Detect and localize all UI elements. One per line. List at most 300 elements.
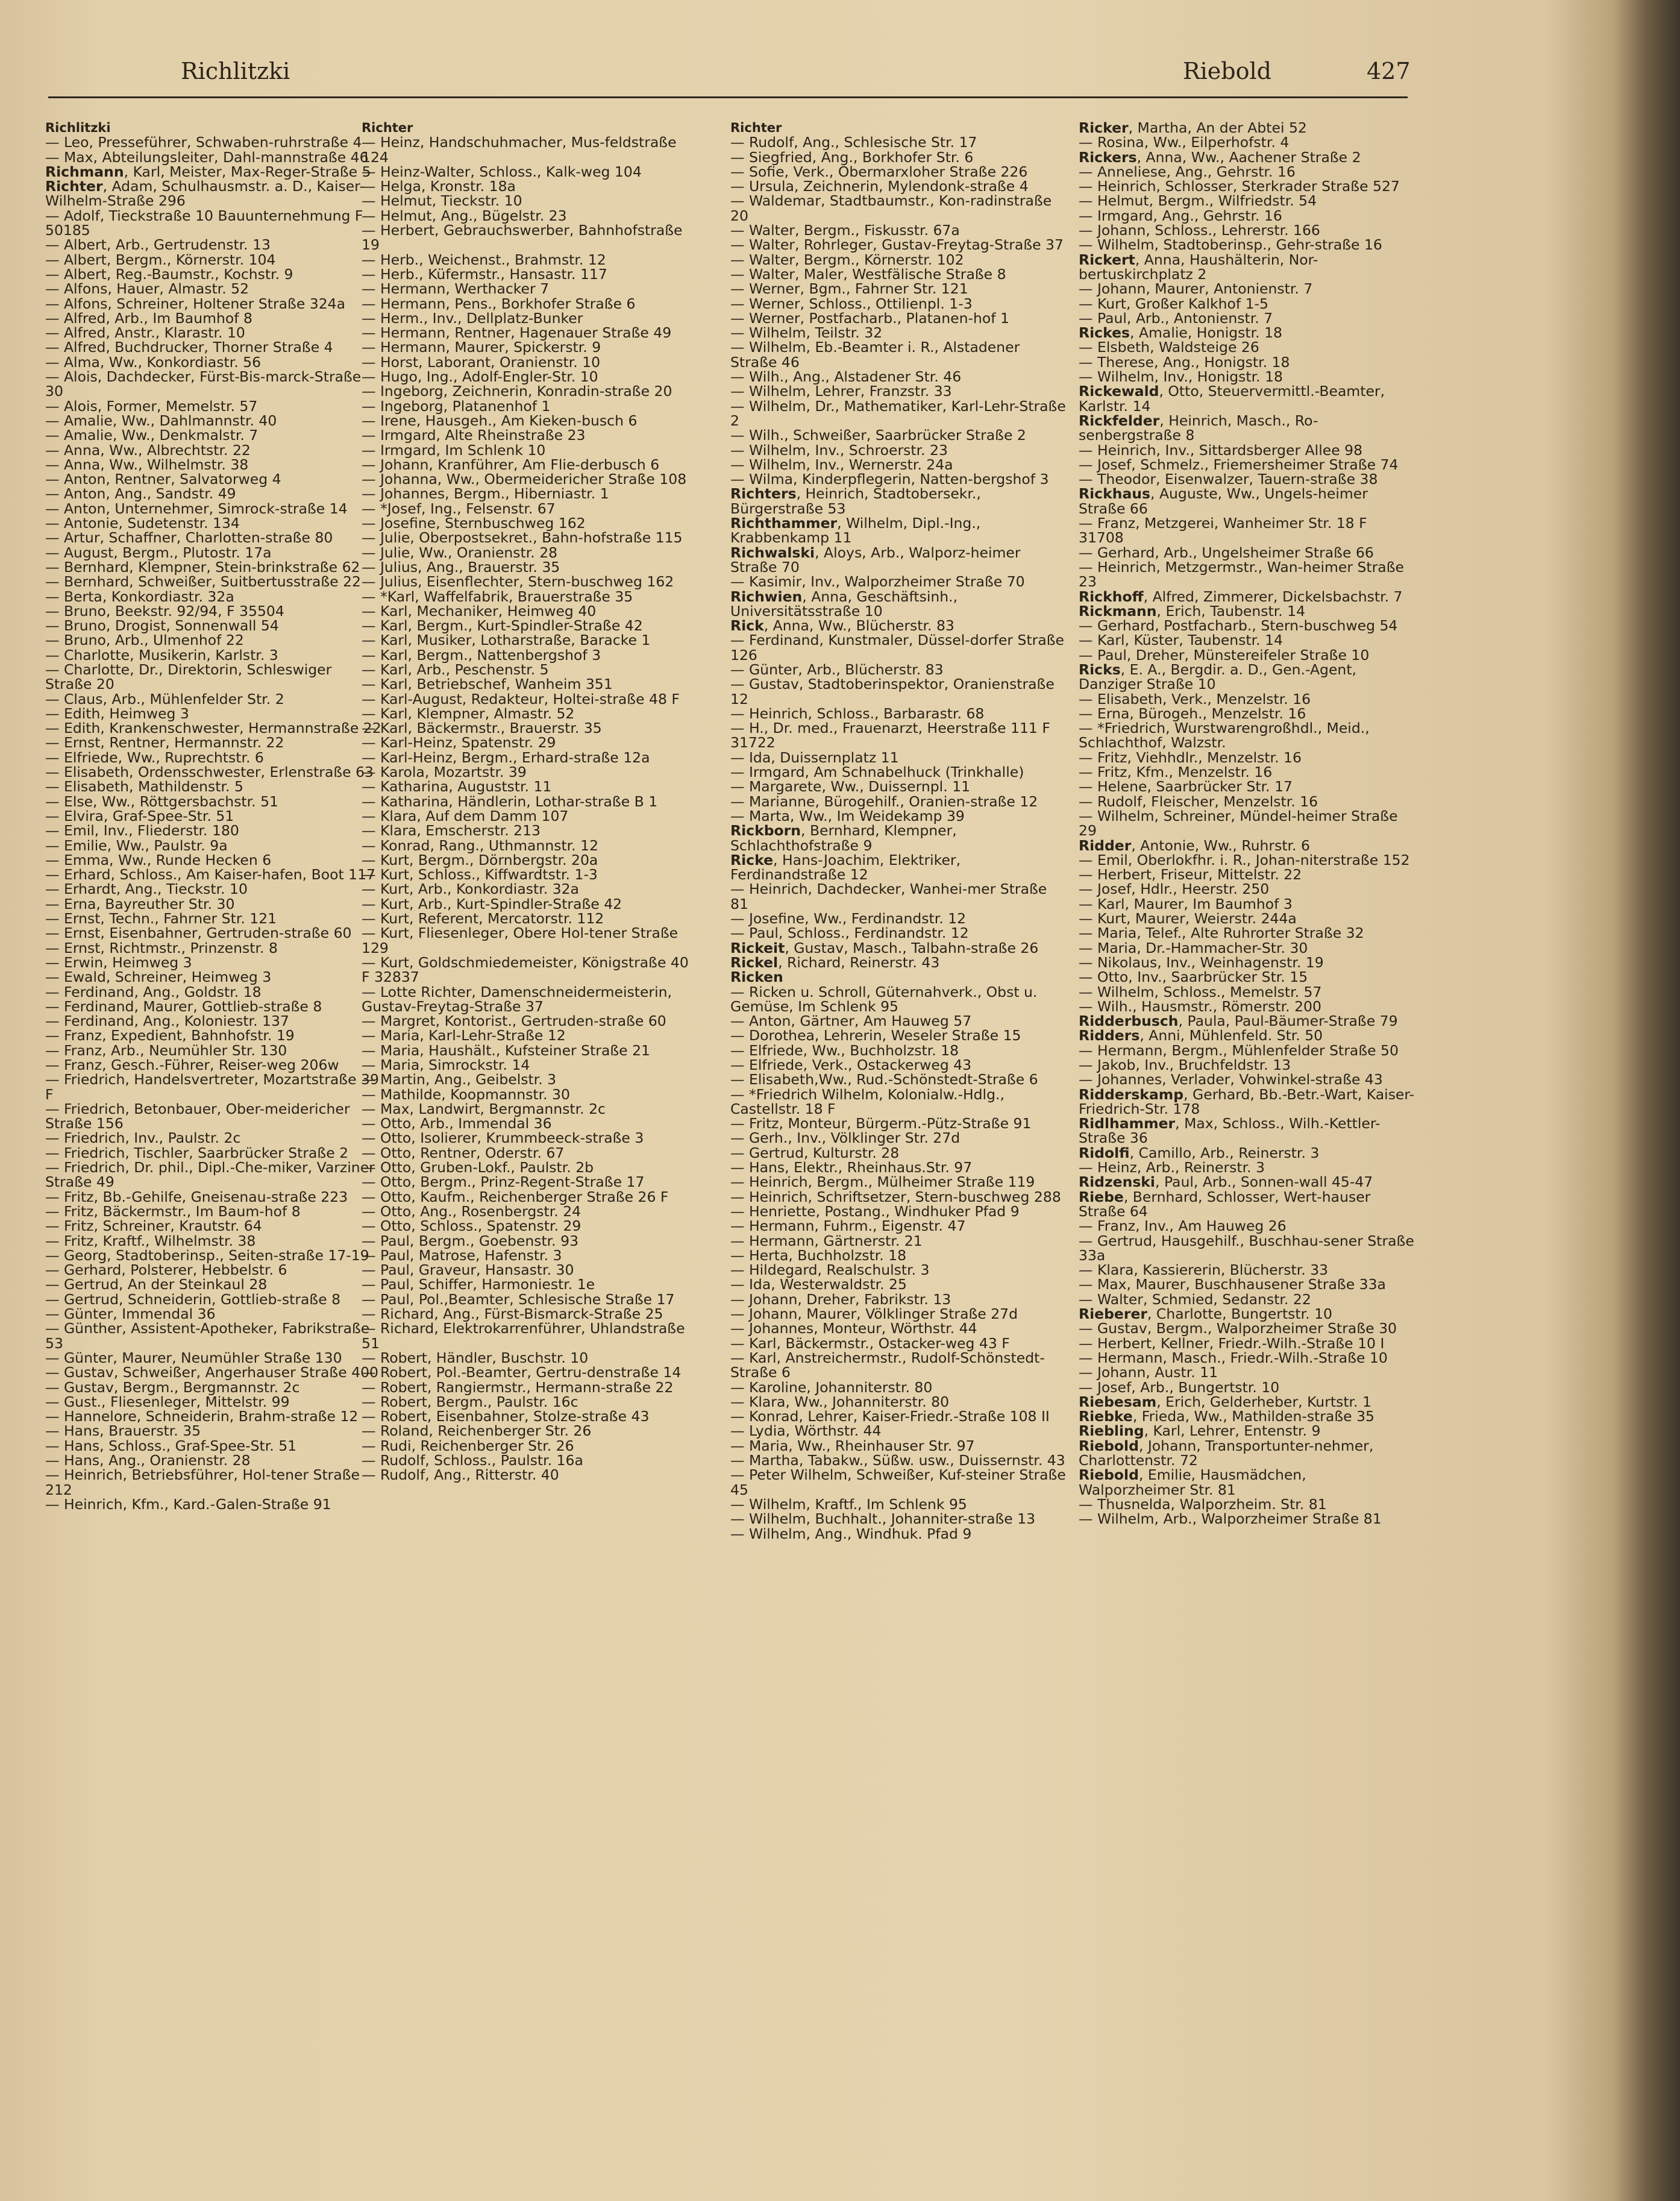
directory-entry: — Theodor, Eisenwalzer, Tauern-straße 38 <box>1079 471 1378 488</box>
directory-entry: — Charlotte, Musikerin, Karlstr. 3 <box>45 646 278 664</box>
directory-entry: — Lotte Richter, Damenschneidermeisterin, Gustav-Freytag-Straße 37 <box>362 983 672 1015</box>
directory-entry: Rickers, Anna, Ww., Aachener Straße 2 <box>1079 148 1361 166</box>
directory-entry: — Konrad, Rang., Uthmannstr. 12 <box>362 837 599 854</box>
directory-entry: — Karl, Klempner, Almastr. 52 <box>362 705 575 722</box>
directory-entry: Rieberer, Charlotte, Bungertstr. 10 <box>1079 1305 1332 1323</box>
directory-entry: — Erna, Bürogeh., Menzelstr. 16 <box>1079 705 1306 722</box>
directory-entry: — Klara, Emscherstr. 213 <box>362 822 541 840</box>
directory-entry: — Max, Maurer, Buschhausener Straße 33a <box>1079 1276 1386 1293</box>
directory-entry: — Johann, Dreher, Fabrikstr. 13 <box>730 1290 951 1308</box>
directory-entry: — Gerhard, Polsterer, Hebbelstr. 6 <box>45 1261 287 1279</box>
directory-entry: — Wilhelm, Buchhalt., Johanniter-straße 13 <box>730 1510 1036 1528</box>
directory-entry: — Otto, Ang., Rosenbergstr. 24 <box>362 1202 581 1220</box>
directory-entry: — Karl, Musiker, Lotharstraße, Baracke 1 <box>362 632 651 649</box>
directory-entry: — Emil, Oberlokfhr. i. R., Johan-niterstraße 152 <box>1079 851 1410 868</box>
directory-entry: Rickmann, Erich, Taubenstr. 14 <box>1079 602 1306 620</box>
directory-entry: — Ferdinand, Maurer, Gottlieb-straße 8 <box>45 997 322 1015</box>
directory-entry: — Ida, Westerwaldstr. 25 <box>730 1276 907 1293</box>
directory-entry: — Josefine, Sternbuschweg 162 <box>362 515 586 532</box>
directory-entry: — Karl, Anstreichermstr., Rudolf-Schönstedt-Straße 6 <box>730 1349 1045 1381</box>
directory-entry: Rickewald, Otto, Steuervermittl.-Beamter, Karlstr. 14 <box>1079 383 1385 415</box>
directory-entry: — Ferdinand, Ang., Goldstr. 18 <box>45 983 262 1000</box>
directory-entry: — Konrad, Lehrer, Kaiser-Friedr.-Straße 108 II <box>730 1408 1050 1425</box>
directory-entry: — Walter, Maler, Westfälische Straße 8 <box>730 265 1006 283</box>
directory-entry: Ridlhammer, Max, Schloss., Wilh.-Kettler-Straße 36 <box>1079 1115 1381 1147</box>
directory-entry: — Irmgard, Alte Rheinstraße 23 <box>362 427 586 444</box>
directory-entry: — Paul, Matrose, Hafenstr. 3 <box>362 1246 562 1264</box>
directory-entry: — Anton, Rentner, Salvatorweg 4 <box>45 471 281 488</box>
directory-entry: — Heinrich, Schloss., Barbarastr. 68 <box>730 705 985 722</box>
directory-column-4 <box>1079 121 1416 1527</box>
directory-entry: — H., Dr. med., Frauenarzt, Heerstraße 111 F 31722 <box>730 720 1050 752</box>
directory-entry: — Hans, Brauerstr. 35 <box>45 1422 201 1440</box>
directory-entry: — Ingeborg, Zeichnerin, Konradin-straße 20 <box>362 383 672 400</box>
directory-entry: — Hermann, Masch., Friedr.-Wilh.-Straße 10 <box>1079 1349 1388 1366</box>
directory-entry: — *Josef, Ing., Felsenstr. 67 <box>362 500 556 517</box>
directory-entry: — Martin, Ang., Geibelstr. 3 <box>362 1071 557 1088</box>
directory-entry: — Henriette, Postang., Windhuker Pfad 9 <box>730 1202 1020 1220</box>
directory-entry: Ridolfi, Camillo, Arb., Reinerstr. 3 <box>1079 1144 1320 1161</box>
directory-entry: — Gertrud, An der Steinkaul 28 <box>45 1276 268 1293</box>
header-rule <box>48 96 1408 98</box>
directory-entry: — Kurt, Referent, Mercatorstr. 112 <box>362 910 604 928</box>
directory-entry: — Albert, Arb., Gertrudenstr. 13 <box>45 236 271 254</box>
directory-entry: — Anna, Ww., Wilhelmstr. 38 <box>45 456 249 473</box>
directory-entry: — Thusnelda, Walporzheim. Str. 81 <box>1079 1495 1327 1513</box>
directory-entry: — Artur, Schaffner, Charlotten-straße 80 <box>45 529 333 547</box>
directory-entry: — Ewald, Schreiner, Heimweg 3 <box>45 969 272 986</box>
directory-entry: — Wilhelm, Kraftf., Im Schlenk 95 <box>730 1495 967 1513</box>
column-heading: Richlitzki <box>45 121 111 135</box>
directory-entry: — Franz, Expedient, Bahnhofstr. 19 <box>45 1027 295 1044</box>
directory-entry: — Rudolf, Fleischer, Menzelstr. 16 <box>1079 793 1318 810</box>
directory-entry: — Johannes, Bergm., Hiberniastr. 1 <box>362 485 609 503</box>
directory-entry: — Heinrich, Bergm., Mülheimer Straße 119 <box>730 1173 1035 1191</box>
directory-entry: — Elisabeth,Ww., Rud.-Schönstedt-Straße 6 <box>730 1071 1038 1088</box>
directory-entry: — Heinz, Arb., Reinerstr. 3 <box>1079 1159 1265 1176</box>
directory-entry: — Gustav, Schweißer, Angerhauser Straße 400 <box>45 1364 378 1381</box>
directory-entry: — Johann, Kranführer, Am Flie-derbusch 6 <box>362 456 660 473</box>
directory-entry: — Friedrich, Tischler, Saarbrücker Straße 2 <box>45 1144 349 1161</box>
directory-entry: — Nikolaus, Inv., Weinhagenstr. 19 <box>1079 953 1324 971</box>
directory-entry: — Julius, Eisenflechter, Stern-buschweg 162 <box>362 573 674 591</box>
directory-entry: — Hans, Schloss., Graf-Spee-Str. 51 <box>45 1437 297 1454</box>
directory-entry: — Dorothea, Lehrerin, Weseler Straße 15 <box>730 1027 1021 1044</box>
directory-entry: — Herbert, Gebrauchswerber, Bahnhofstraße 19 <box>362 222 683 254</box>
directory-entry: — Johanna, Ww., Obermeidericher Straße 108 <box>362 471 687 488</box>
directory-entry: — Rosina, Ww., Eilperhofstr. 4 <box>1079 134 1290 151</box>
directory-entry: — Gustav, Bergm., Bergmannstr. 2c <box>45 1378 300 1396</box>
directory-entry: — Heinrich, Inv., Sittardsberger Allee 98 <box>1079 441 1363 459</box>
directory-entry: — Heinz-Walter, Schloss., Kalk-weg 104 <box>362 163 642 180</box>
directory-entry: — Fritz, Kfm., Menzelstr. 16 <box>1079 764 1273 781</box>
directory-entry: — Karl-Heinz, Spatenstr. 29 <box>362 734 556 752</box>
directory-entry: — Amalie, Ww., Denkmalstr. 7 <box>45 427 259 444</box>
directory-entry: — Rudolf, Ang., Ritterstr. 40 <box>362 1466 559 1484</box>
directory-entry: — August, Bergm., Plutostr. 17a <box>45 544 272 561</box>
directory-entry: — Wilma, Kinderpflegerin, Natten-bergshof 3 <box>730 471 1049 488</box>
directory-entry: — Alfred, Arb., Im Baumhof 8 <box>45 309 252 327</box>
directory-entry: — Martha, Tabakw., Süßw. usw., Duissernstr. 43 <box>730 1452 1065 1469</box>
directory-entry: — Helmut, Bergm., Wilfriedstr. 54 <box>1079 192 1317 210</box>
directory-entry: — Irmgard, Am Schnabelhuck (Trinkhalle) <box>730 764 1024 781</box>
directory-entry: — Marta, Ww., Im Weidekamp 39 <box>730 807 965 824</box>
directory-entry: — Therese, Ang., Honigstr. 18 <box>1079 353 1290 371</box>
directory-entry: — Günter, Arb., Blücherstr. 83 <box>730 661 944 678</box>
directory-entry: — Erna, Bayreuther Str. 30 <box>45 895 235 912</box>
page-number: 427 <box>1367 58 1411 84</box>
directory-entry: — Julie, Oberpostsekret., Bahn-hofstraße 115 <box>362 529 683 547</box>
directory-entry: — Fritz, Bäckermstr., Im Baum-hof 8 <box>45 1202 301 1220</box>
directory-entry: — Günter, Immendal 36 <box>45 1305 216 1323</box>
directory-entry: Riebesam, Erich, Gelderheber, Kurtstr. 1 <box>1079 1393 1371 1410</box>
directory-entry: — Klara, Ww., Johanniterstr. 80 <box>730 1393 950 1410</box>
directory-entry: — Walter, Schmied, Sedanstr. 22 <box>1079 1290 1311 1308</box>
directory-entry: — Josefine, Ww., Ferdinandstr. 12 <box>730 910 967 928</box>
directory-entry: — Maria, Ww., Rheinhauser Str. 97 <box>730 1437 975 1454</box>
directory-entry: — Karl, Maurer, Im Baumhof 3 <box>1079 895 1293 912</box>
directory-entry: — Hermann, Rentner, Hagenauer Straße 49 <box>362 324 672 342</box>
directory-column-1 <box>45 121 383 1512</box>
directory-entry: — Fritz, Bb.-Gehilfe, Gneisenau-straße 223 <box>45 1188 348 1205</box>
directory-entry: — Maria, Telef., Alte Ruhrorter Straße 32 <box>1079 925 1364 942</box>
directory-entry: — Georg, Stadtoberinsp., Seiten-straße 17-19 <box>45 1246 369 1264</box>
directory-entry: — Heinrich, Kfm., Kard.-Galen-Straße 91 <box>45 1495 331 1513</box>
directory-entry: — Wilhelm, Ang., Windhuk. Pfad 9 <box>730 1525 972 1542</box>
directory-entry: — Maria, Simrockstr. 14 <box>362 1057 530 1073</box>
directory-entry: — Katharina, Auguststr. 11 <box>362 778 552 796</box>
directory-entry: — Alois, Dachdecker, Fürst-Bis-marck-Straße 30 <box>45 368 362 400</box>
directory-entry: — Otto, Inv., Saarbrücker Str. 15 <box>1079 969 1308 986</box>
directory-entry: — Jakob, Inv., Bruchfeldstr. 13 <box>1079 1057 1291 1073</box>
directory-entry: — Herb., Weichenst., Brahmstr. 12 <box>362 251 606 268</box>
directory-entry: Riebold, Johann, Transportunter-nehmer, Charlottenstr. 72 <box>1079 1437 1374 1469</box>
directory-entry: — Bernhard, Klempner, Stein-brinkstraße 62 <box>45 558 360 576</box>
directory-entry: — Friedrich, Inv., Paulstr. 2c <box>45 1129 241 1147</box>
directory-entry: — Hermann, Bergm., Mühlenfelder Straße 50 <box>1079 1041 1399 1059</box>
directory-entry: — Herm., Inv., Dellplatz-Bunker <box>362 309 583 327</box>
directory-entry: — Otto, Schloss., Spatenstr. 29 <box>362 1217 581 1235</box>
directory-entry: — Emma, Ww., Runde Hecken 6 <box>45 851 272 868</box>
directory-entry: — Helene, Saarbrücker Str. 17 <box>1079 778 1293 796</box>
directory-entry: — Wilhelm, Eb.-Beamter i. R., Alstadener Straße 46 <box>730 339 1020 371</box>
directory-entry: — Rudolf, Schloss., Paulstr. 16a <box>362 1452 583 1469</box>
directory-entry: — Paul, Dreher, Münstereifeler Straße 10 <box>1079 646 1370 664</box>
directory-entry: — Wilhelm, Inv., Wernerstr. 24a <box>730 456 953 473</box>
directory-entry: — Johannes, Verlader, Vohwinkel-straße 43 <box>1079 1071 1383 1088</box>
running-head-right: Riebold <box>1183 58 1271 84</box>
running-head-left: Richlitzki <box>181 58 290 84</box>
directory-entry: Ridderbusch, Paula, Paul-Bäumer-Straße 79 <box>1079 1013 1398 1030</box>
directory-entry: — Max, Landwirt, Bergmannstr. 2c <box>362 1100 606 1117</box>
directory-entry: — Elfriede, Verk., Ostackerweg 43 <box>730 1057 972 1073</box>
directory-entry: — Robert, Händler, Buschstr. 10 <box>362 1349 589 1366</box>
directory-entry: — Paul, Arb., Antonienstr. 7 <box>1079 309 1273 327</box>
directory-entry: — Ernst, Eisenbahner, Gertruden-straße 60 <box>45 925 352 942</box>
directory-entry: — Josef, Arb., Bungertstr. 10 <box>1079 1378 1280 1396</box>
directory-entry: — Karl, Bergm., Kurt-Spindler-Straße 42 <box>362 617 643 635</box>
directory-entry: — Karl, Mechaniker, Heimweg 40 <box>362 602 597 620</box>
directory-entry: — Fritz, Viehhdlr., Menzelstr. 16 <box>1079 749 1302 766</box>
directory-entry: — Katharina, Händlerin, Lothar-straße B 1 <box>362 793 658 810</box>
directory-entry: — Bruno, Drogist, Sonnenwall 54 <box>45 617 279 635</box>
directory-entry: — Gerhard, Arb., Ungelsheimer Straße 66 <box>1079 544 1374 561</box>
directory-entry: — Fritz, Schreiner, Krautstr. 64 <box>45 1217 262 1235</box>
directory-entry: — Johann, Maurer, Antonienstr. 7 <box>1079 280 1313 298</box>
directory-entry: — Paul, Graveur, Hansastr. 30 <box>362 1261 574 1279</box>
directory-entry: — Waldemar, Stadtbaumstr., Kon-radinstraße 20 <box>730 192 1052 224</box>
directory-entry: — Hermann, Fuhrm., Eigenstr. 47 <box>730 1217 966 1235</box>
directory-entry: — Walter, Bergm., Körnerstr. 102 <box>730 251 964 268</box>
directory-entry: — Franz, Gesch.-Führer, Reiser-weg 206w <box>45 1057 339 1073</box>
directory-entry: — Wilhelm, Inv., Honigstr. 18 <box>1079 368 1283 386</box>
directory-entry: — Alfons, Hauer, Almastr. 52 <box>45 280 249 298</box>
directory-entry: — Heinrich, Dachdecker, Wanhei-mer Straße 81 <box>730 881 1047 912</box>
directory-entry: — Johann, Schloss., Lehrerstr. 166 <box>1079 222 1320 239</box>
directory-entry: — Alma, Ww., Konkordiastr. 56 <box>45 353 262 371</box>
directory-entry: Rickert, Anna, Haushälterin, Nor-bertuskirchplatz 2 <box>1079 251 1318 283</box>
directory-entry: — Wilh., Ang., Alstadener Str. 46 <box>730 368 962 386</box>
directory-entry: — Erhard, Schloss., Am Kaiser-hafen, Boot 117 <box>45 866 375 884</box>
directory-entry: — Wilhelm, Schloss., Memelstr. 57 <box>1079 983 1322 1000</box>
directory-entry: — Ursula, Zeichnerin, Mylendonk-straße 4 <box>730 178 1029 195</box>
directory-entry: — Gerh., Inv., Völklinger Str. 27d <box>730 1129 961 1147</box>
directory-entry: — Elisabeth, Verk., Menzelstr. 16 <box>1079 690 1311 708</box>
directory-entry: — Franz, Arb., Neumühler Str. 130 <box>45 1041 287 1059</box>
directory-entry: — Karl, Bäckermstr., Brauerstr. 35 <box>362 720 602 737</box>
directory-entry: — Hugo, Ing., Adolf-Engler-Str. 10 <box>362 368 598 386</box>
directory-entry: — Fritz, Kraftf., Wilhelmstr. 38 <box>45 1232 256 1249</box>
directory-entry: — Helmut, Ang., Bügelstr. 23 <box>362 207 567 224</box>
directory-entry: — Kurt, Fliesenleger, Obere Hol-tener Straße 129 <box>362 925 679 956</box>
directory-entry: — Else, Ww., Röttgersbachstr. 51 <box>45 793 278 810</box>
directory-entry: Richmann, Karl, Meister, Max-Reger-Straße 5 <box>45 163 371 180</box>
directory-entry: Richwien, Anna, Geschäftsinh., Universitätsstraße 10 <box>730 588 958 620</box>
directory-entry: — Günther, Assistent-Apotheker, Fabrikstraße 53 <box>45 1320 370 1352</box>
directory-entry: — Elsbeth, Waldsteige 26 <box>1079 339 1259 356</box>
directory-entry: — Otto, Kaufm., Reichenberger Straße 26 F <box>362 1188 669 1205</box>
directory-entry: — Heinrich, Schriftsetzer, Stern-buschweg 288 <box>730 1188 1061 1205</box>
directory-entry: — Wilh., Hausmstr., Römerstr. 200 <box>1079 997 1321 1015</box>
directory-entry: — Gertrud, Kulturstr. 28 <box>730 1144 900 1161</box>
directory-entry: — Gustav, Bergm., Walporzheimer Straße 30 <box>1079 1320 1397 1337</box>
directory-entry: Richter, Adam, Schulhausmstr. a. D., Kaiser-Wilhelm-Straße 296 <box>45 178 365 210</box>
directory-entry: — Alfred, Buchdrucker, Thorner Straße 4 <box>45 339 333 356</box>
directory-entry: — Friedrich, Dr. phil., Dipl.-Che-miker, Varziner Straße 49 <box>45 1159 375 1191</box>
directory-entry: — Roland, Reichenberger Str. 26 <box>362 1422 592 1440</box>
directory-entry: Rickhoff, Alfred, Zimmerer, Dickelsbachstr. 7 <box>1079 588 1403 605</box>
directory-entry: — Werner, Postfacharb., Platanen-hof 1 <box>730 309 1009 327</box>
directory-entry: — Friedrich, Betonbauer, Ober-meidericher Straße 156 <box>45 1100 350 1132</box>
directory-entry: — Kurt, Bergm., Dörnbergstr. 20a <box>362 851 598 868</box>
directory-entry: — Marianne, Bürogehilf., Oranien-straße 12 <box>730 793 1038 810</box>
directory-entry: — Wilhelm, Schreiner, Mündel-heimer Straße 29 <box>1079 807 1398 840</box>
column-heading: Richter <box>362 121 413 135</box>
directory-entry: Rick, Anna, Ww., Blücherstr. 83 <box>730 617 954 635</box>
directory-entry: Riebold, Emilie, Hausmädchen, Walporzheimer Str. 81 <box>1079 1466 1306 1498</box>
directory-entry: — Alfred, Anstr., Klarastr. 10 <box>45 324 245 342</box>
column-heading: Richter <box>730 121 782 135</box>
directory-entry: Ricken <box>730 969 783 986</box>
directory-entry: — Klara, Auf dem Damm 107 <box>362 807 569 824</box>
directory-entry: — Hannelore, Schneiderin, Brahm-straße 12 <box>45 1408 359 1425</box>
directory-entry: Rickhaus, Auguste, Ww., Ungels-heimer Straße 66 <box>1079 485 1368 517</box>
directory-entry: — Wilhelm, Arb., Walporzheimer Straße 81 <box>1079 1510 1382 1528</box>
directory-entry: — Ernst, Techn., Fahrner Str. 121 <box>45 910 277 928</box>
directory-entry: — Johann, Austr. 11 <box>1079 1364 1218 1381</box>
directory-entry: — *Friedrich, Wurstwarengroßhdl., Meid., Schlachthof, Walzstr. <box>1079 720 1370 752</box>
directory-entry: — Anna, Ww., Albrechtstr. 22 <box>45 441 251 459</box>
directory-entry: — Richard, Ang., Fürst-Bismarck-Straße 25 <box>362 1305 663 1323</box>
directory-entry: — Anton, Gärtner, Am Hauweg 57 <box>730 1013 972 1030</box>
directory-entry: — Anneliese, Ang., Gehrstr. 16 <box>1079 163 1296 180</box>
directory-entry: — Kurt, Arb., Kurt-Spindler-Straße 42 <box>362 895 622 912</box>
directory-entry: — Maria, Haushält., Kufsteiner Straße 21 <box>362 1041 650 1059</box>
directory-entry: — Gust., Fliesenleger, Mittelstr. 99 <box>45 1393 290 1410</box>
directory-entry: Ridder, Antonie, Ww., Ruhrstr. 6 <box>1079 837 1310 854</box>
directory-entry: — Herbert, Friseur, Mittelstr. 22 <box>1079 866 1302 884</box>
directory-entry: — Heinrich, Metzgermstr., Wan-heimer Straße 23 <box>1079 558 1404 591</box>
directory-entry: Riebke, Frieda, Ww., Mathilden-straße 35 <box>1079 1408 1374 1425</box>
directory-entry: — Alois, Former, Memelstr. 57 <box>45 397 258 415</box>
directory-entry: — Hildegard, Realschulstr. 3 <box>730 1261 930 1279</box>
directory-entry: — Heinrich, Schlosser, Sterkrader Straße 527 <box>1079 178 1400 195</box>
directory-entry: — Ida, Duissernplatz 11 <box>730 749 899 766</box>
directory-entry: — Maria, Karl-Lehr-Straße 12 <box>362 1027 566 1044</box>
directory-entry: — Karola, Mozartstr. 39 <box>362 764 527 781</box>
directory-entry: Rickborn, Bernhard, Klempner, Schlachthofstraße 9 <box>730 822 957 854</box>
directory-entry: — Otto, Isolierer, Krummbeeck-straße 3 <box>362 1129 644 1147</box>
directory-entry: — Franz, Metzgerei, Wanheimer Str. 18 F 31708 <box>1079 515 1367 547</box>
directory-entry: — Otto, Bergm., Prinz-Regent-Straße 17 <box>362 1173 645 1191</box>
directory-entry: — Bernhard, Schweißer, Suitbertusstraße 22 <box>45 573 361 591</box>
directory-entry: — Amalie, Ww., Dahlmannstr. 40 <box>45 412 277 429</box>
directory-entry: — Elisabeth, Mathildenstr. 5 <box>45 778 243 796</box>
directory-entry: — Karl, Küster, Taubenstr. 14 <box>1079 632 1283 649</box>
directory-entry: — Emil, Inv., Fliederstr. 180 <box>45 822 239 840</box>
directory-entry: — Anton, Unternehmer, Simrock-straße 14 <box>45 500 348 517</box>
directory-entry: — Ferdinand, Kunstmaler, Düssel-dorfer Straße 126 <box>730 632 1064 664</box>
directory-entry: — Margarete, Ww., Duissernpl. 11 <box>730 778 971 796</box>
directory-entry: — Klara, Kassiererin, Blücherstr. 33 <box>1079 1261 1329 1279</box>
directory-entry: — Kurt, Goldschmiedemeister, Königstraße 40 F 32837 <box>362 953 689 986</box>
directory-entry: — Irene, Hausgeh., Am Kieken-busch 6 <box>362 412 638 429</box>
directory-entry: — Karl, Betriebschef, Wanheim 351 <box>362 676 613 693</box>
directory-entry: — Edith, Heimweg 3 <box>45 705 189 722</box>
directory-column-2 <box>362 121 699 1483</box>
directory-entry: — Elfriede, Ww., Ruprechtstr. 6 <box>45 749 264 766</box>
directory-entry: — Anton, Ang., Sandstr. 49 <box>45 485 236 503</box>
directory-entry: — Heinz, Handschuhmacher, Mus-feldstraße 124 <box>362 134 677 166</box>
directory-entry: — Antonie, Sudetenstr. 134 <box>45 515 240 532</box>
directory-entry: — Paul, Schloss., Ferdinandstr. 12 <box>730 925 969 942</box>
directory-entry: — Kurt, Maurer, Weierstr. 244a <box>1079 910 1297 928</box>
directory-entry: Richters, Heinrich, Stadtobersekr., Bürgerstraße 53 <box>730 485 981 517</box>
directory-entry: — *Karl, Waffelfabrik, Brauerstraße 35 <box>362 588 633 605</box>
directory-entry: — Ricken u. Schroll, Güternahverk., Obst u. Gemüse, Im Schlenk 95 <box>730 983 1038 1015</box>
directory-entry: — Gerhard, Postfacharb., Stern-buschweg 54 <box>1079 617 1398 635</box>
directory-entry: — Friedrich, Handelsvertreter, Mozartstraße 39 F <box>45 1071 379 1103</box>
directory-entry: Ridderskamp, Gerhard, Bb.-Betr.-Wart, Kaiser-Friedrich-Str. 178 <box>1079 1085 1415 1117</box>
directory-entry: — Elfriede, Ww., Buchholzstr. 18 <box>730 1041 959 1059</box>
directory-entry: — Erhardt, Ang., Tieckstr. 10 <box>45 881 248 898</box>
directory-entry: — Elisabeth, Ordensschwester, Erlenstraße 63 <box>45 764 374 781</box>
directory-entry: — Mathilde, Koopmannstr. 30 <box>362 1085 570 1103</box>
directory-entry: — Herb., Küfermstr., Hansastr. 117 <box>362 265 607 283</box>
directory-entry: — Hermann, Werthacker 7 <box>362 280 550 298</box>
directory-entry: — Bruno, Beekstr. 92/94, F 35504 <box>45 602 284 620</box>
directory-entry: — Karl-Heinz, Bergm., Erhard-straße 12a <box>362 749 650 766</box>
directory-entry: Ricks, E. A., Bergdir. a. D., Gen.-Agent, Danziger Straße 10 <box>1079 661 1357 693</box>
directory-entry: — Werner, Schloss., Ottilienpl. 1-3 <box>730 295 973 312</box>
directory-entry: — Walter, Bergm., Fiskusstr. 67a <box>730 222 960 239</box>
directory-entry: — Günter, Maurer, Neumühler Straße 130 <box>45 1349 342 1366</box>
directory-entry: — Elvira, Graf-Spee-Str. 51 <box>45 807 234 824</box>
directory-entry: — Wilhelm, Dr., Mathematiker, Karl-Lehr-Straße 2 <box>730 397 1066 429</box>
directory-entry: Richthammer, Wilhelm, Dipl.-Ing., Krabbenkamp 11 <box>730 515 981 547</box>
directory-entry: — Julius, Ang., Brauerstr. 35 <box>362 558 560 576</box>
directory-entry: — Karl, Bergm., Nattenbergshof 3 <box>362 646 601 664</box>
directory-entry: — Julie, Ww., Oranienstr. 28 <box>362 544 558 561</box>
directory-entry: Rickeit, Gustav, Masch., Talbahn-straße 26 <box>730 939 1039 956</box>
directory-entry: — Alfons, Schreiner, Holtener Straße 324a <box>45 295 346 312</box>
directory-entry: — Berta, Konkordiastr. 32a <box>45 588 234 605</box>
directory-entry: — Irmgard, Im Schlenk 10 <box>362 441 546 459</box>
directory-entry: — Fritz, Monteur, Bürgerm.-Pütz-Straße 91 <box>730 1115 1032 1132</box>
directory-entry: — Herbert, Kellner, Friedr.-Wilh.-Straße 10 I <box>1079 1334 1385 1352</box>
directory-entry: — Kurt, Arb., Konkordiastr. 32a <box>362 881 579 898</box>
directory-entry: — Werner, Bgm., Fahrner Str. 121 <box>730 280 968 298</box>
directory-entry: — Edith, Krankenschwester, Hermannstraße 22 <box>45 720 381 737</box>
directory-entry: — Gertrud, Schneiderin, Gottlieb-straße 8 <box>45 1290 341 1308</box>
directory-entry: — Otto, Arb., Immendal 36 <box>362 1115 552 1132</box>
directory-entry: Rickel, Richard, Reinerstr. 43 <box>730 953 940 971</box>
directory-entry: — Maria, Dr.-Hammacher-Str. 30 <box>1079 939 1308 956</box>
directory-entry: — Irmgard, Ang., Gehrstr. 16 <box>1079 207 1282 224</box>
directory-entry: — Wilhelm, Inv., Schroerstr. 23 <box>730 441 948 459</box>
directory-entry: — Ernst, Rentner, Hermannstr. 22 <box>45 734 284 752</box>
directory-entry: — Karoline, Johanniterstr. 80 <box>730 1378 933 1396</box>
directory-entry: — Otto, Gruben-Lokf., Paulstr. 2b <box>362 1159 594 1176</box>
directory-entry: Riebling, Karl, Lehrer, Entenstr. 9 <box>1079 1422 1321 1440</box>
directory-entry: — Wilhelm, Stadtoberinsp., Gehr-straße 16 <box>1079 236 1382 254</box>
directory-entry: — Horst, Laborant, Oranienstr. 10 <box>362 353 601 371</box>
directory-entry: Ridzenski, Paul, Arb., Sonnen-wall 45-47 <box>1079 1173 1373 1191</box>
directory-entry: — *Friedrich Wilhelm, Kolonialw.-Hdlg., Castellstr. 18 F <box>730 1085 1005 1117</box>
directory-entry: — Hermann, Pens., Borkhofer Straße 6 <box>362 295 636 312</box>
directory-entry: — Albert, Reg.-Baumstr., Kochstr. 9 <box>45 265 293 283</box>
directory-entry: — Otto, Rentner, Oderstr. 67 <box>362 1144 565 1161</box>
directory-column-3 <box>730 121 1068 1541</box>
directory-entry: — Karl, Arb., Peschenstr. 5 <box>362 661 549 678</box>
directory-entry: — Gertrud, Hausgehilf., Buschhau-sener Straße 33a <box>1079 1232 1414 1264</box>
directory-entry: — Helga, Kronstr. 18a <box>362 178 516 195</box>
directory-entry: — Wilhelm, Teilstr. 32 <box>730 324 883 342</box>
directory-entry: — Herta, Buchholzstr. 18 <box>730 1246 907 1264</box>
directory-entry: — Heinrich, Betriebsführer, Hol-tener Straße 212 <box>45 1466 360 1498</box>
directory-entry: Ridders, Anni, Mühlenfeld. Str. 50 <box>1079 1027 1323 1044</box>
directory-entry: — Robert, Bergm., Paulstr. 16c <box>362 1393 578 1410</box>
directory-entry: Ricker, Martha, An der Abtei 52 <box>1079 119 1307 136</box>
directory-entry: — Adolf, Tieckstraße 10 Bauunternehmung F 50185 <box>45 207 363 239</box>
directory-entry: — Albert, Bergm., Körnerstr. 104 <box>45 251 276 268</box>
directory-entry: — Walter, Rohrleger, Gustav-Freytag-Straße 37 <box>730 236 1064 254</box>
directory-entry: — Kurt, Schloss., Kiffwardtstr. 1-3 <box>362 866 598 884</box>
directory-entry: — Ingeborg, Platanenhof 1 <box>362 397 551 415</box>
directory-entry: — Ferdinand, Ang., Koloniestr. 137 <box>45 1013 289 1030</box>
directory-entry: Ricke, Hans-Joachim, Elektriker, Ferdinandstraße 12 <box>730 851 961 884</box>
directory-entry: — Kurt, Großer Kalkhof 1-5 <box>1079 295 1268 312</box>
